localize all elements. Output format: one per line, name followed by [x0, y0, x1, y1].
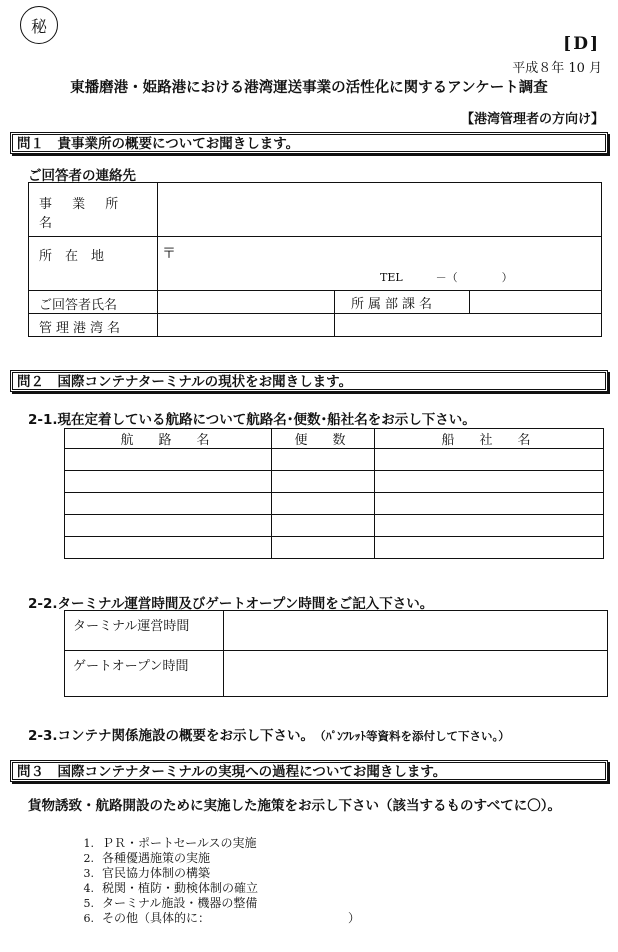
route-cell[interactable] [65, 493, 272, 515]
table-row [65, 537, 604, 559]
port-field[interactable] [158, 314, 335, 337]
route-cell[interactable] [65, 537, 272, 559]
list-item[interactable]: 6. その他（具体的に： ） [83, 911, 361, 925]
col-shipping-line: 船 社 名 [375, 429, 604, 449]
shipping-line-cell[interactable] [375, 537, 604, 559]
office-name-field[interactable] [158, 183, 602, 237]
stamp-text: 秘 [30, 16, 47, 36]
frequency-cell[interactable] [272, 449, 375, 471]
q2-3-line [28, 724, 510, 744]
survey-title: 東播磨港・姫路港における港湾運送事業の活性化に関するアンケート調査 [70, 80, 548, 96]
q3-instruction: 貨物誘致・航路開設のために実施した施策をお示し下さい（該当するものすべてに〇）。 [28, 798, 561, 814]
table-row [65, 471, 604, 493]
route-cell[interactable] [65, 515, 272, 537]
shipping-line-cell[interactable] [375, 471, 604, 493]
respondent-field[interactable] [158, 291, 335, 314]
survey-date: 平成８年 10 月 [512, 61, 602, 76]
terminal-hours-field[interactable] [224, 611, 608, 651]
route-cell[interactable] [65, 471, 272, 493]
port-extra-field[interactable] [335, 314, 602, 337]
postal-mark: 〒 [162, 246, 176, 262]
q2-1-text: 2-1.現在定着している航路について航路名･便数･船社名をお示し下さい。 [28, 412, 476, 428]
form-code: [D] [563, 34, 600, 54]
frequency-cell[interactable] [272, 493, 375, 515]
department-label: 所属部課名 [335, 291, 470, 314]
col-route-name: 航 路 名 [65, 429, 272, 449]
table-row [65, 449, 604, 471]
hours-table [64, 610, 608, 697]
contact-heading: ご回答者の連絡先 [28, 168, 136, 184]
list-item[interactable]: 3. 官民協力体制の構築 [83, 866, 211, 880]
shipping-line-cell[interactable] [375, 515, 604, 537]
gate-hours-field[interactable] [224, 651, 608, 697]
department-field[interactable] [470, 291, 602, 314]
frequency-cell[interactable] [272, 537, 375, 559]
q1-heading: 問１ 貴事業所の概要についてお聞きします。 [10, 132, 608, 154]
q2-3-text: 2-3.コンテナ関係施設の概要をお示し下さい。 [28, 728, 315, 744]
port-label: 管理港湾名 [29, 314, 158, 337]
list-item[interactable]: 4. 税関・植防・動検体制の確立 [83, 881, 259, 895]
contact-table [28, 182, 602, 337]
q3-options-list [70, 836, 360, 926]
routes-table [64, 428, 604, 559]
list-item[interactable]: 5. ターミナル施設・機器の整備 [83, 896, 258, 910]
respondent-label: ご回答者氏名 [29, 291, 158, 314]
table-row [65, 515, 604, 537]
table-row [65, 493, 604, 515]
tel-line: TEL －（ ） [380, 271, 513, 284]
gate-hours-label: ゲートオープン時間 [65, 651, 224, 697]
audience-label: 【港湾管理者の方向け】 [460, 112, 604, 127]
frequency-cell[interactable] [272, 515, 375, 537]
location-field[interactable] [158, 237, 602, 291]
route-cell[interactable] [65, 449, 272, 471]
list-item[interactable]: 2. 各種優遇施策の実施 [83, 851, 211, 865]
q3-heading: 問３ 国際コンテナターミナルの実現への過程についてお聞きします。 [10, 760, 608, 782]
q2-heading: 問２ 国際コンテナターミナルの現状をお聞きします。 [10, 370, 608, 392]
q2-2-text: 2-2.ターミナル運営時間及びゲートオープン時間をご記入下さい。 [28, 596, 434, 612]
confidential-stamp [20, 6, 58, 44]
q2-3-note: （ﾊﾟﾝﾌﾚｯﾄ等資料を添付して下さい。） [320, 729, 510, 743]
office-name-label: 事 業 所 名 [29, 183, 158, 237]
shipping-line-cell[interactable] [375, 449, 604, 471]
frequency-cell[interactable] [272, 471, 375, 493]
shipping-line-cell[interactable] [375, 493, 604, 515]
location-label: 所 在 地 [29, 237, 158, 291]
list-item[interactable]: 1. ＰＲ・ポートセールスの実施 [83, 836, 257, 850]
terminal-hours-label: ターミナル運営時間 [65, 611, 224, 651]
col-frequency: 便 数 [272, 429, 375, 449]
